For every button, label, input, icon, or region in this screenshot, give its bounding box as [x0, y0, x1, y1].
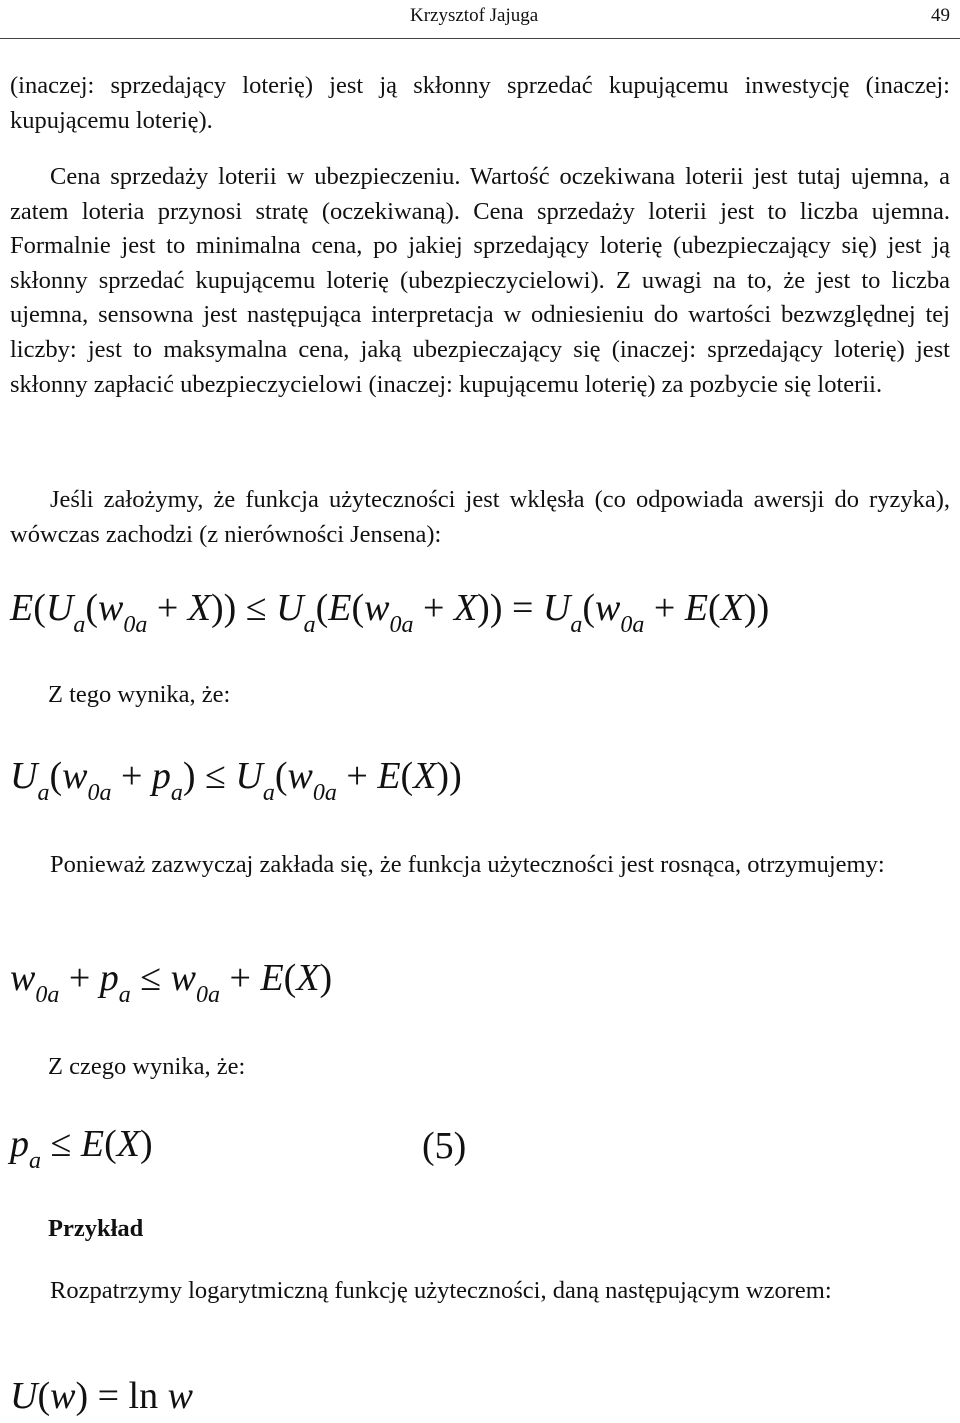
running-head-author: Krzysztof Jajuga	[410, 5, 539, 26]
paragraph-7: Rozpatrzymy logarytmiczną funkcję użyteczności, daną następującym wzorem:	[50, 1277, 832, 1304]
page-header	[0, 0, 960, 40]
equation-3: $w_{0a} + p_a \le w_{0a} + E(X)$	[10, 957, 333, 1008]
equation-5: $p_a \le E(X)$	[10, 1123, 153, 1174]
header-rule	[0, 38, 960, 39]
paragraph-3: Jeśli założymy, że funkcja użyteczności jest wklęsła (co odpowiada awersji do ryzyka), wówczas zachodzi (z nierówności Jensena):	[10, 486, 950, 548]
paragraph-1: (inaczej: sprzedający loterię) jest ją skłonny sprzedać kupującemu inwestycję (inaczej: kupującemu loterię).	[10, 72, 950, 134]
equation-number: (5)	[422, 1125, 467, 1167]
paragraph-6: Z czego wynika, że:	[48, 1053, 246, 1080]
equation-log-utility: U(w) = ln w	[10, 1375, 193, 1417]
paragraph-2: Cena sprzedaży loterii w ubezpieczeniu. Wartość oczekiwana loterii jest tutaj ujemna, a zatem loteria przynosi stratę (oczekiwaną). Cena sprzedaży loterii jest to liczba ujemna. Formalnie jest to minimalna cena, po jakiej sprzedający loterię (ubezpieczający się) jest ją skłonny sprzedać kupującemu loterię (ubezpieczycielowi). Z uwagi na to, że jest to liczba ujemna, sensowna jest następująca interpretacja w odniesieniu do wartości bezwzględnej tej liczby: jest to maksymalna cena, jaką ubezpieczający się (inaczej: sprzedający loterię) jest skłonny zapłacić ubezpieczycielowi (inaczej: kupującemu loterię) za pozbycie się loterii.	[10, 163, 950, 398]
paragraph-5: Ponieważ zazwyczaj zakłada się, że funkcja użyteczności jest rosnąca, otrzymujemy:	[50, 851, 885, 878]
equation-2: $U_a(w_{0a} + p_a) \le U_a(w_{0a} + E(X))$	[10, 755, 462, 806]
equation-jensen: $E(U_a(w_{0a} + X)) \le U_a(E(w_{0a} + X)) = U_a(w_{0a} + E(X))$	[10, 587, 770, 638]
page-number: 49	[931, 5, 950, 26]
section-heading: Przykład	[48, 1215, 144, 1242]
paragraph-4: Z tego wynika, że:	[48, 681, 231, 708]
